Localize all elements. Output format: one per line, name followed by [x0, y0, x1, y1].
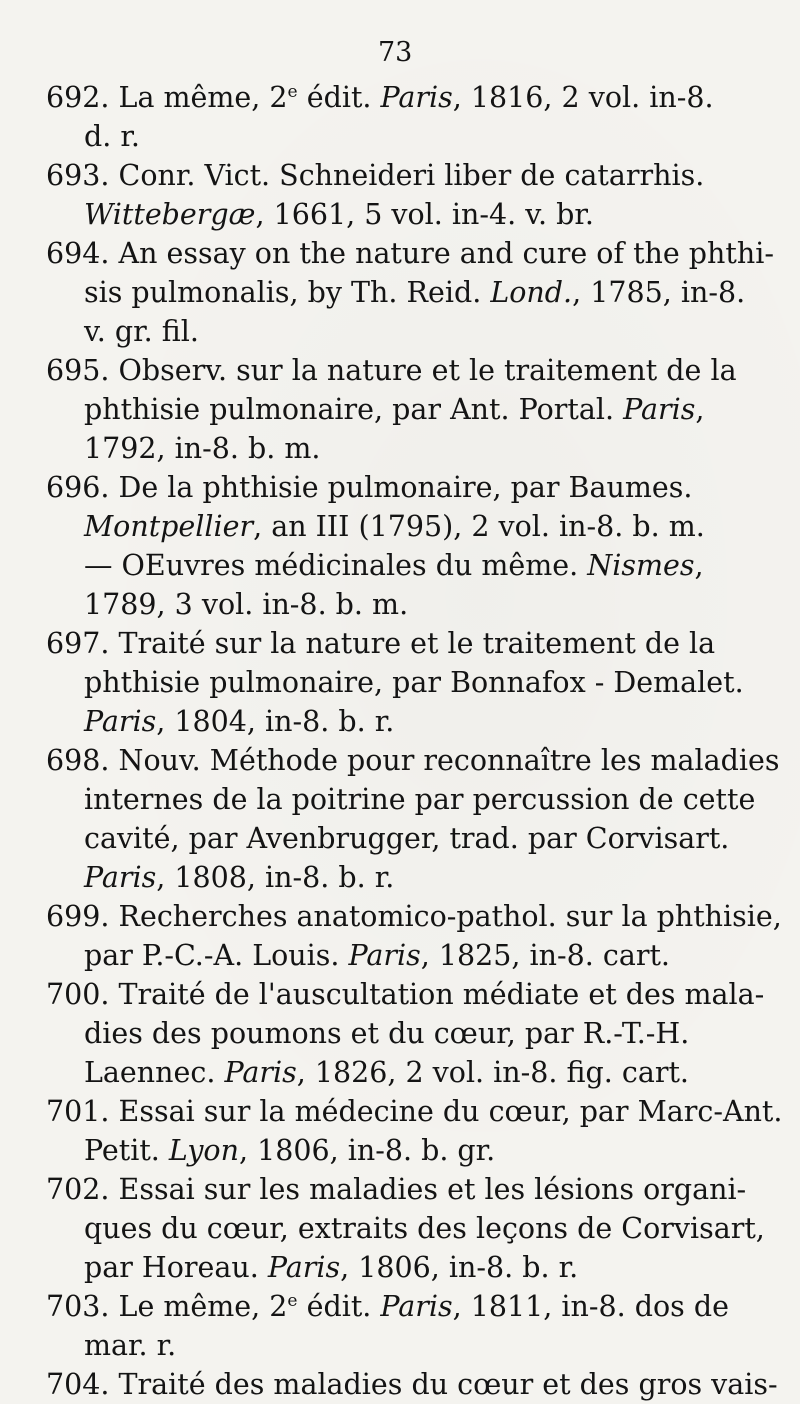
- catalog-entry: [46, 1092, 783, 1170]
- entry-line: [46, 195, 766, 234]
- entry-text: Laennec.: [84, 1056, 225, 1089]
- entry-line: [46, 351, 766, 390]
- entry-text: 1789, 3 vol. in-8. b. m.: [84, 588, 409, 621]
- entry-text: , 1806, in-8. b. r.: [340, 1251, 579, 1284]
- entry-text: Petit.: [84, 1134, 169, 1167]
- entry-text: édit.: [297, 1290, 381, 1323]
- entry-text: 699. Recherches anatomico-pathol. sur la phthisie,: [46, 900, 782, 933]
- entry-text: 694. An essay on the nature and cure of the phthi-: [46, 237, 774, 270]
- entry-text: , 1808, in-8. b. r.: [156, 861, 395, 894]
- entry-line: [46, 546, 766, 585]
- entry-line: [46, 312, 766, 351]
- catalog-entry: [46, 351, 766, 468]
- entry-line: [46, 819, 766, 858]
- entry-text: 701. Essai sur la médecine du cœur, par Marc-Ant.: [46, 1095, 783, 1128]
- entry-text: , 1825, in-8. cart.: [420, 939, 670, 972]
- entry-text: ques du cœur, extraits des leçons de Corvisart,: [84, 1212, 765, 1245]
- entry-line: [46, 936, 766, 975]
- entry-line: [46, 663, 766, 702]
- entry-text: ,: [695, 393, 705, 426]
- catalog-entry: [46, 1287, 766, 1365]
- entry-text: 700. Traité de l'auscultation médiate et des mala-: [46, 978, 765, 1011]
- entry-line: [46, 1365, 778, 1404]
- entry-line: [46, 1209, 766, 1248]
- entry-text: , 1826, 2 vol. in-8. fig. cart.: [296, 1056, 689, 1089]
- entry-line: [46, 897, 782, 936]
- entry-place-italic: Lyon: [168, 1134, 239, 1167]
- entry-place-italic: Nismes: [587, 549, 695, 582]
- entry-text: par P.-C.-A. Louis.: [84, 939, 349, 972]
- entry-line: [46, 780, 766, 819]
- entry-line: [46, 156, 766, 195]
- entry-text: 695. Observ. sur la nature et le traitement de la: [46, 354, 737, 387]
- entry-line: [46, 1131, 766, 1170]
- entry-text: ,: [694, 549, 704, 582]
- entry-text: d. r.: [84, 120, 140, 153]
- entry-line: [46, 702, 766, 741]
- entry-superscript: e: [287, 1290, 298, 1311]
- entry-place-italic: Paris: [84, 861, 157, 894]
- entry-text: 696. De la phthisie pulmonaire, par Baumes.: [46, 471, 693, 504]
- entry-superscript: e: [287, 81, 298, 102]
- catalog-entry: [46, 1170, 766, 1287]
- entry-line: [46, 1053, 766, 1092]
- entry-place-italic: Montpellier: [84, 510, 254, 543]
- entry-text: sis pulmonalis, by Th. Reid.: [84, 276, 491, 309]
- catalog-entry: [46, 1365, 778, 1404]
- entry-text: cavité, par Avenbrugger, trad. par Corvisart.: [84, 822, 730, 855]
- entry-text: par Horeau.: [84, 1251, 268, 1284]
- entry-line: [46, 624, 766, 663]
- entry-text: 692. La même, 2: [46, 81, 288, 114]
- entry-place-italic: Paris: [267, 1251, 341, 1284]
- entry-line: [46, 390, 766, 429]
- entry-text: , 1661, 5 vol. in-4. v. br.: [255, 198, 594, 231]
- catalog-entry: [46, 78, 766, 156]
- entry-text: édit.: [297, 81, 381, 114]
- entry-line: [46, 1287, 766, 1326]
- entry-text: 697. Traité sur la nature et le traitement de la: [46, 627, 716, 660]
- entry-text: , an III (1795), 2 vol. in-8. b. m.: [253, 510, 705, 543]
- entry-line: [46, 1014, 766, 1053]
- entry-line: [46, 273, 766, 312]
- entry-line: [46, 429, 766, 468]
- entry-line: [46, 1170, 766, 1209]
- entry-line: [46, 78, 766, 117]
- entry-text: 698. Nouv. Méthode pour reconnaître les maladies: [46, 744, 780, 777]
- entry-line: [46, 468, 766, 507]
- entry-place-italic: Paris: [348, 939, 421, 972]
- entry-text: 702. Essai sur les maladies et les lésions organi-: [46, 1173, 747, 1206]
- entry-place-italic: Paris: [84, 705, 157, 738]
- entry-place-italic: Paris: [224, 1056, 297, 1089]
- catalog-entry: [46, 897, 782, 975]
- entry-line: [46, 858, 766, 897]
- entry-line: [46, 1326, 766, 1365]
- entry-text: internes de la poitrine par percussion de cette: [84, 783, 756, 816]
- catalog-entry-list: [46, 78, 783, 1404]
- entry-text: , 1806, in-8. b. gr.: [238, 1134, 496, 1167]
- entry-line: [46, 975, 766, 1014]
- entry-line: [46, 117, 766, 156]
- entry-text: 704. Traité des maladies du cœur et des gros vais-: [46, 1368, 778, 1401]
- entry-text: phthisie pulmonaire, par Bonnafox - Demalet.: [84, 666, 744, 699]
- entry-place-italic: Paris: [380, 1290, 453, 1323]
- entry-text: , 1804, in-8. b. r.: [156, 705, 395, 738]
- entry-place-italic: Lond.: [490, 276, 573, 309]
- entry-line: [46, 1092, 783, 1131]
- entry-text: 693. Conr. Vict. Schneideri liber de catarrhis.: [46, 159, 705, 192]
- page-number: 73: [378, 37, 413, 68]
- entry-text: 703. Le même, 2: [46, 1290, 288, 1323]
- entry-line: [46, 741, 780, 780]
- entry-line: [46, 234, 774, 273]
- entry-place-italic: Paris: [623, 393, 696, 426]
- catalog-entry: [46, 624, 766, 741]
- entry-place-italic: Wittebergæ: [84, 198, 256, 231]
- entry-line: [46, 585, 766, 624]
- entry-text: v. gr. fil.: [84, 315, 199, 348]
- entry-text: , 1811, in-8. dos de: [452, 1290, 729, 1323]
- entry-text: 1792, in-8. b. m.: [84, 432, 321, 465]
- catalog-entry: [46, 741, 780, 897]
- catalog-entry: [46, 468, 766, 624]
- entry-text: phthisie pulmonaire, par Ant. Portal.: [84, 393, 624, 426]
- entry-line: [46, 1248, 766, 1287]
- catalog-entry: [46, 234, 774, 351]
- entry-place-italic: Paris: [380, 81, 453, 114]
- entry-text: , 1816, 2 vol. in-8.: [452, 81, 714, 114]
- entry-line: [46, 507, 766, 546]
- catalog-entry: [46, 156, 766, 234]
- entry-text: , 1785, in-8.: [572, 276, 746, 309]
- entry-text: — OEuvres médicinales du même.: [84, 549, 588, 582]
- catalog-entry: [46, 975, 766, 1092]
- entry-text: mar. r.: [84, 1329, 177, 1362]
- entry-text: dies des poumons et du cœur, par R.-T.-H.: [84, 1017, 690, 1050]
